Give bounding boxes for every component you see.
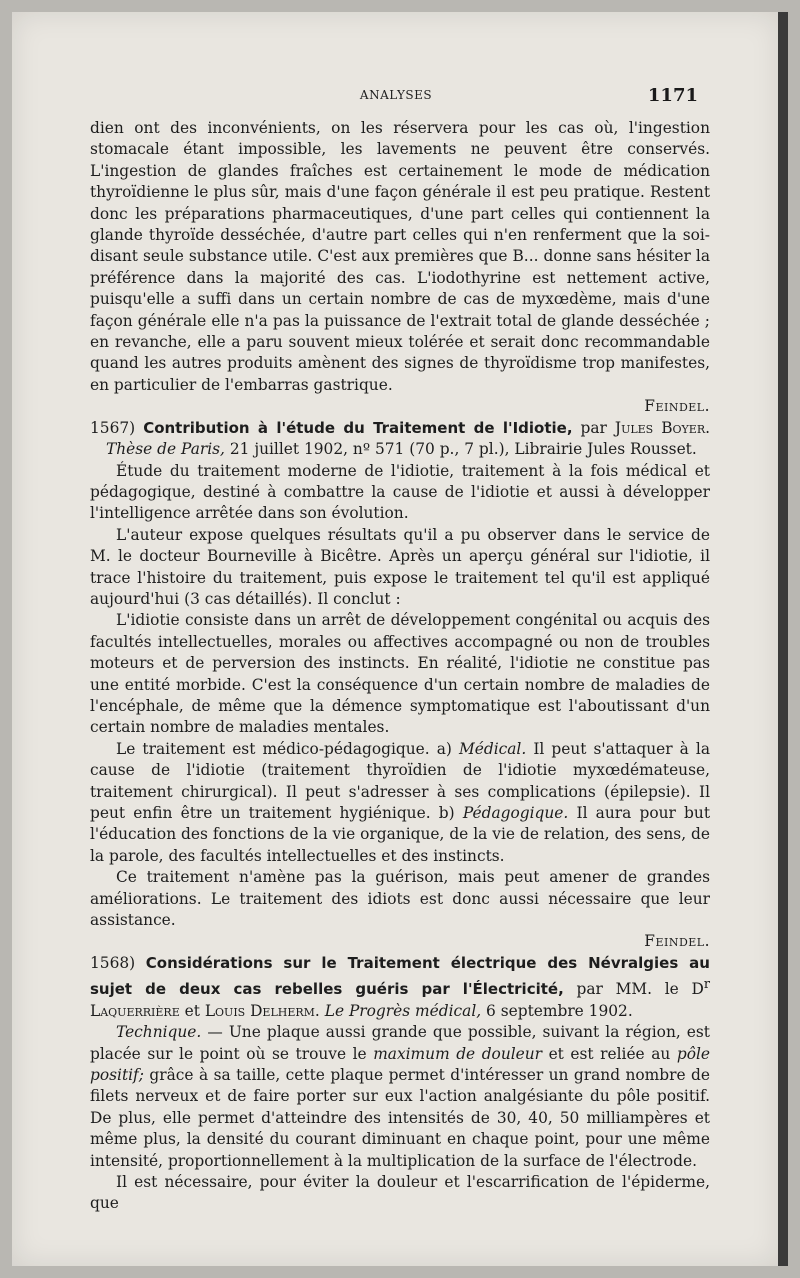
- entry-source: Le Progrès médical,: [319, 1001, 482, 1020]
- entry-number: 1568): [90, 953, 136, 972]
- paragraph-continued: dien ont des inconvénients, on les réservera pour les cas où, l'ingestion stomacale étant impossible, les lavements ne peuvent être conservés. L'ingestion de glandes fraîches est certainement le mode de médication thyroïdienne le plus sûr, mais d'une façon générale il est peu pratique. Restent donc les préparations pharmaceutiques, d'une part celles qui contiennent la glande thyroïde desséchée, d'autre part celles qui n'en renferment que la soi-disant seule substance utile. C'est aux premières que B... donne sans hésiter la préférence dans la majorité des cas. L'iodothyrine est nettement active, puisqu'elle a suffi dans un certain nombre de cas de myxœdème, mais d'une façon générale elle n'a pas la puissance de l'extrait total de glande desséchée ; en revanche, elle a paru souvent mieux tolérée et serait donc recommandable quand les autres produits amènent des signes de thyroïdisme trop manifestes, en particulier de l'embarras gastrique.: [90, 119, 710, 394]
- entry-1568-heading: [90, 953, 710, 1022]
- entry-details: 6 septembre 1902.: [481, 1001, 633, 1020]
- author-signature: Feindel.: [644, 397, 710, 416]
- paragraph: L'idiotie consiste dans un arrêt de développement congénital ou acquis des facultés intellectuelles, morales ou affectives accompagné ou non de troubles moteurs et de perversion des instincts. En réalité, l'idiotie ne constitue pas une entité morbide. C'est la conséquence d'un certain nombre de maladies de l'encéphale, de même que la démence symptomatique est l'aboutissant d'un certain nombre de maladies mentales.: [90, 611, 710, 737]
- text-run: Il peut s'attaquer à la cause de l'idiotie (traitement thyroïdien de l'idiotie myxœdémateuse, traitement chirurgical). Il peut s'adresser à ses complications (épilepsie). Il peut enfin être un traitement hygiénique. b): [90, 739, 710, 822]
- emphasis: Médical.: [458, 739, 527, 758]
- entry-author: Jules Boyer.: [614, 418, 710, 437]
- entry-by: par: [572, 418, 615, 437]
- page-header: [12, 85, 780, 110]
- entry-1567-heading: [90, 418, 710, 461]
- entry-title: Considérations sur le Traitement électrique des Névralgies au sujet de deux cas rebelles guéris par l'Électricité,: [90, 953, 710, 999]
- book-page: [12, 12, 780, 1266]
- entry-author: Louis Delherm.: [204, 1001, 320, 1020]
- entry-dr-sup: r: [703, 977, 711, 993]
- emphasis: maximum de douleur: [373, 1044, 543, 1063]
- entry-number: 1567): [90, 418, 136, 437]
- paragraph: [90, 739, 710, 867]
- text-run: Il aura pour but l'éducation des fonctions de la vie organique, de la vie de relation, des sens, de la parole, des facultés intellectuelles et des instincts.: [90, 804, 711, 865]
- text-run: — Une plaque aussi grande que possible, suivant la région, est placée sur le point où se trouve le: [90, 1023, 710, 1063]
- emphasis: pôle positif;: [90, 1044, 710, 1084]
- page-body: [90, 118, 710, 1215]
- emphasis: Technique.: [116, 1023, 202, 1042]
- paragraph: Étude du traitement moderne de l'idiotie, traitement à la fois médical et pédagogique, destiné à combattre la cause de l'idiotie et aussi à développer l'intelligence arrêtée dans son évolution.: [90, 461, 710, 523]
- entry-details: 21 juillet 1902, nº 571 (70 p., 7 pl.), Librairie Jules Rousset.: [224, 440, 697, 459]
- entry-source: Thèse de Paris,: [106, 440, 225, 459]
- paragraph: Il est nécessaire, pour éviter la douleur et l'escarrification de l'épiderme, que: [90, 1173, 710, 1213]
- author-signature: Feindel.: [644, 932, 710, 951]
- paragraph: [90, 1022, 710, 1172]
- page-number: 1171: [647, 85, 698, 106]
- entry-title: Contribution à l'étude du Traitement de l'Idiotie,: [143, 418, 573, 437]
- emphasis: Pédagogique.: [462, 804, 569, 822]
- text-run: et est reliée au: [542, 1044, 677, 1063]
- text-run: Le traitement est médico-pédagogique. a): [116, 739, 459, 758]
- page-edge-shadow: [778, 12, 788, 1266]
- entry-author: Laquerrière: [90, 1001, 180, 1020]
- running-head: ANALYSES: [359, 88, 433, 102]
- entry-and: et: [179, 1001, 205, 1020]
- text-run: grâce à sa taille, cette plaque permet d'intéresser un grand nombre de filets nerveux et de faire porter sur eux l'action analgésiante du pôle positif. De plus, elle permet d'atteindre des intensités de 30, 40, 50 milliampères et même plus, la densité du courant diminuant en chaque point, pour une même intensité, proportionnellement à la multiplication de la surface de l'électrode.: [90, 1066, 710, 1170]
- paragraph: L'auteur expose quelques résultats qu'il a pu observer dans le service de M. le docteur Bourneville à Bicêtre. Après un aperçu général sur l'idiotie, il trace l'histoire du traitement, puis expose le traitement tel qu'il est appliqué aujourd'hui (3 cas détaillés). Il conclut :: [90, 525, 710, 608]
- entry-by: par MM. le D: [563, 980, 704, 999]
- paragraph: Ce traitement n'amène pas la guérison, mais peut amener de grandes améliorations. Le traitement des idiots est donc aussi nécessaire que leur assistance.: [90, 868, 710, 930]
